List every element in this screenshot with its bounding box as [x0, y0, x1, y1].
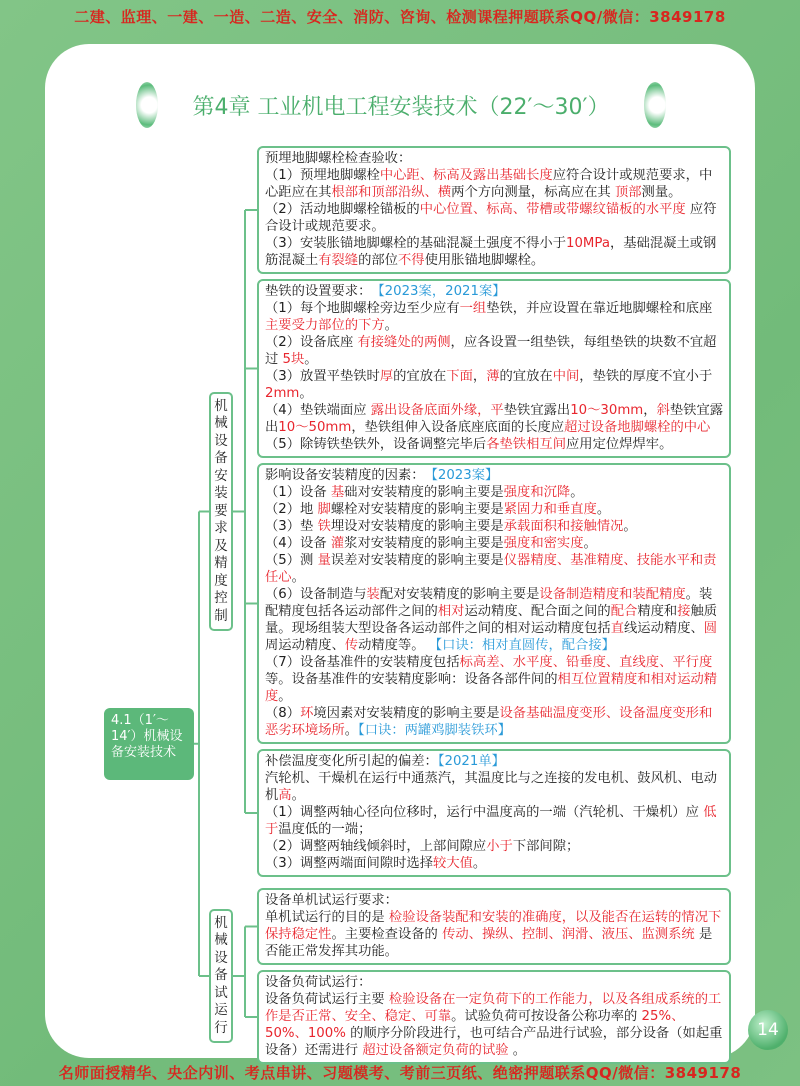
highlight-text: 接	[677, 604, 691, 619]
highlight-text: 有接缝处的两侧	[357, 335, 451, 350]
highlight-text: 传	[344, 638, 359, 653]
text: 触质量。现场组装大型设备各运动部件之间的相对运动精度包括	[265, 604, 718, 636]
text: 浆对安装精度的影响主要是	[344, 536, 504, 551]
text: 周运动精度、	[265, 638, 345, 653]
text: 。	[291, 570, 305, 585]
highlight-text: 相对	[437, 604, 465, 619]
highlight-text: 高	[278, 788, 292, 803]
text: 单机试运行的目的是	[265, 910, 389, 925]
text: 。主要检查设备的	[331, 927, 443, 942]
highlight-text: 强度和密实度	[503, 536, 584, 551]
highlight-text: 露出设备底面外缘，平	[370, 403, 504, 418]
text: 预埋地脚螺栓检查验收：	[265, 151, 412, 166]
highlight-text: 小于	[486, 839, 513, 854]
highlight-text: 配合	[610, 604, 638, 619]
chapter-title: 第4章 工业机电工程安装技术（22′～30′）	[192, 95, 610, 120]
paragraph	[265, 283, 724, 300]
paragraph	[265, 334, 724, 368]
highlight-text: 设备制造精度和装配精度	[539, 587, 686, 602]
paragraph	[265, 804, 724, 838]
text: 。	[291, 788, 305, 803]
highlight-text: 中间	[552, 369, 580, 384]
text: （2）活动地脚螺栓锚板的	[265, 202, 420, 217]
text: 两个方向测量，标高应在其	[451, 185, 615, 200]
branch-node-install-precision[interactable]: 机械设备安装要求及精度控制	[209, 392, 233, 632]
page-number: 14	[748, 1010, 788, 1050]
highlight-text: 基	[330, 485, 345, 500]
text: 线运动精度、	[624, 621, 704, 636]
exam-tag: 【口诀：两罐鸡脚装铁环】	[358, 723, 511, 738]
text: 境因素对安装精度的影响主要是	[313, 706, 500, 721]
paragraph	[265, 909, 724, 960]
text: 。	[344, 723, 359, 738]
text: ，	[472, 369, 487, 384]
text: 等。设备基准件的安装精度影响：设备各部件间的	[265, 672, 558, 687]
highlight-text: 低于	[265, 805, 717, 837]
text: 补偿温度变化所引起的偏差：	[265, 754, 438, 769]
highlight-text: 根部和顶部沿纵、横	[331, 185, 452, 200]
text: 设备单机试运行要求：	[265, 893, 398, 908]
highlight-text: 超过设备额定负荷的试验	[362, 1043, 509, 1058]
box-load-trial	[257, 970, 731, 1064]
paragraph	[265, 300, 724, 334]
highlight-text: 各垫铁相互间	[486, 437, 566, 452]
paragraph	[265, 235, 724, 269]
text: 设备负荷试运行主要	[265, 992, 389, 1007]
highlight-text: 下面	[446, 369, 473, 384]
text: 应符合设计或规范要求，中心距应在其	[265, 168, 713, 200]
highlight-text: 有裂缝	[318, 253, 359, 268]
text: 。	[278, 689, 292, 704]
highlight-text: 一组	[459, 301, 487, 316]
highlight-text: 铁	[317, 519, 331, 534]
text: （2）设备底座	[265, 335, 358, 350]
text: 的顺序分阶段进行，也可结合产品进行试验，部分设备（如起重设备）还需进行	[265, 1026, 723, 1058]
text: 。	[472, 856, 487, 871]
highlight-text: 10～50mm	[278, 420, 352, 435]
paragraph	[265, 467, 724, 484]
root-node[interactable]: 4.1（1′～14′）机械设备安装技术	[104, 708, 194, 780]
paragraph	[265, 705, 724, 739]
root-connector	[194, 512, 209, 977]
text: ，垫铁的厚度不宜小于	[579, 369, 713, 384]
text: （7）设备基准件的安装精度包括	[265, 655, 460, 670]
highlight-text: 10～30mm	[570, 403, 644, 418]
paragraph	[265, 436, 724, 453]
text: 。	[304, 352, 318, 367]
branch-node-trial-run[interactable]: 机械设备试运行	[209, 909, 233, 1044]
text: 下部间隙；	[512, 839, 580, 854]
paragraph	[265, 991, 724, 1059]
highlight-text: 主要受力部位的下方	[265, 318, 385, 333]
exam-tag: 【2021单】	[437, 754, 505, 769]
text: 的宜放在	[499, 369, 553, 384]
text: （1）调整两轴心径向位移时，运行中温度高的一端（汽轮机、干燥机）应	[265, 805, 704, 820]
text: （2）调整两轴线倾斜时，上部间隙应	[265, 839, 487, 854]
text: 。试验负荷可按设备公称功率的	[451, 1009, 642, 1024]
text: （1）设备	[265, 485, 331, 500]
branch2-connector	[233, 927, 257, 1018]
paragraph	[265, 855, 724, 872]
highlight-text: 斜	[656, 403, 670, 418]
highlight-text: 10MPa	[566, 236, 610, 251]
highlight-text: 中心距、标高及露出基础长度	[379, 168, 553, 183]
highlight-text: 圆	[703, 621, 718, 636]
highlight-text: 标高差、水平度、铅垂度、直线度、平行度	[459, 655, 713, 670]
paragraph	[265, 402, 724, 436]
highlight-text: 灌	[330, 536, 345, 551]
paragraph	[265, 518, 724, 535]
highlight-text: 相互位置精度和相对运动精度	[265, 672, 718, 704]
highlight-text: 仪器精度、基准精度、技能水平和责任心	[265, 553, 717, 585]
highlight-text: 薄	[486, 369, 500, 384]
text: 螺栓对安装精度的影响主要是	[330, 502, 504, 517]
text: 设备负荷试运行：	[265, 975, 372, 990]
highlight-text: 紧固力和垂直度	[503, 502, 597, 517]
highlight-text: 中心位置、标高、带槽或带螺纹锚板的水平度	[419, 202, 686, 217]
paragraph	[265, 368, 724, 402]
highlight-text: 传动、操纵、控制、润滑、液压、监测系统	[442, 927, 695, 942]
header-banner: 二建、监理、一建、一造、二造、安全、消防、咨询、检测课程押题联系QQ/微信：3849178	[74, 8, 726, 26]
paragraph	[265, 586, 724, 654]
text: （8）	[265, 706, 301, 721]
text: （2）地	[265, 502, 318, 517]
box-precision-factors	[257, 463, 731, 744]
text: 测量。	[641, 185, 682, 200]
text: 汽轮机、干燥机在运行中通蒸汽，其温度比与之连接的发电机、鼓风机、电动机	[265, 771, 718, 803]
box-temperature-compensation	[257, 749, 731, 877]
highlight-text: 脚	[317, 502, 331, 517]
paragraph	[265, 484, 724, 501]
highlight-text: 装	[366, 587, 380, 602]
text: 使用胀锚地脚螺栓。	[424, 253, 545, 268]
highlight-text: 强度和沉降	[503, 485, 571, 500]
text: 动精度等。	[358, 638, 429, 653]
highlight-text: 检验设备在一定负荷下的工作能力，以及各组成系统的工作是否正常、安全、稳定、可靠	[265, 992, 722, 1024]
text: 。	[583, 536, 597, 551]
exam-tag: 【口诀：相对直圆传，配合接】	[428, 638, 615, 653]
box-single-machine-trial	[257, 888, 731, 965]
text: 影响设备安装精度的因素：	[265, 468, 432, 483]
text: 运动精度、配合面之间的	[464, 604, 611, 619]
text: ，垫铁组伸入设备底座底面的长度应	[351, 420, 565, 435]
exam-tag: 【2023案，2021案】	[378, 284, 506, 299]
highlight-text: 2mm	[265, 386, 300, 401]
text: 应符合设计或规范要求。	[265, 202, 717, 234]
text: 应用定位焊焊牢。	[566, 437, 673, 452]
text: 配对安装精度的影响主要是	[379, 587, 540, 602]
highlight-text: 不得	[397, 253, 425, 268]
text: 。	[570, 485, 584, 500]
text: ，基础混凝土或钢筋混凝土	[265, 236, 717, 268]
text: 误差对安装精度的影响主要是	[330, 553, 504, 568]
highlight-text: 环	[300, 706, 314, 721]
text: （4）垫铁端面应	[265, 403, 371, 418]
text: （1）每个地脚螺栓旁边至少应有	[265, 301, 460, 316]
text: （1）预埋地脚螺栓	[265, 168, 380, 183]
text: 垫铁宜露出	[503, 403, 571, 418]
text: 垫铁的设置要求：	[265, 284, 379, 299]
text: ，应各设置一组垫铁，每组垫铁的块数不宜超过	[265, 335, 717, 367]
text: ，	[643, 403, 657, 418]
text: 。	[508, 1043, 527, 1058]
highlight-text: 检验设备装配和安装的准确度，以及能否在运转的情况下保持稳定性	[265, 910, 722, 942]
text: （3）安装胀锚地脚螺栓的基础混凝土强度不得小于	[265, 236, 566, 251]
text: 。	[623, 519, 637, 534]
text: 垫铁，并应设置在靠近地脚螺栓和底座	[486, 301, 713, 316]
text: 垫铁宜露出	[265, 403, 724, 435]
text: 埋设对安装精度的影响主要是	[330, 519, 504, 534]
exam-tag: 【2023案】	[431, 468, 499, 483]
highlight-text: 5块	[282, 352, 305, 367]
highlight-text: 厚	[379, 369, 394, 384]
paragraph	[265, 150, 724, 167]
paragraph	[265, 201, 724, 235]
highlight-text: 量	[317, 553, 331, 568]
paragraph	[265, 552, 724, 586]
text: 的部位	[358, 253, 398, 268]
mindmap-leaf-column	[257, 146, 731, 1064]
footer-banner: 名师面授精华、央企内训、考点串讲、习题模考、考前三页纸、绝密押题联系QQ/微信：3849178	[58, 1064, 742, 1082]
text: 温度低的一端；	[278, 822, 372, 837]
text: （3）放置平垫铁时	[265, 369, 380, 384]
paragraph	[265, 654, 724, 705]
text: （5）测	[265, 553, 318, 568]
box-shim-requirements	[257, 279, 731, 458]
text: 。	[299, 386, 313, 401]
box-anchor-bolt-inspection	[257, 146, 731, 274]
highlight-text: 承载面积和接触情况	[503, 519, 624, 534]
text: 精度和	[637, 604, 678, 619]
paragraph	[265, 753, 724, 770]
text: 础对安装精度的影响主要是	[344, 485, 504, 500]
text: （3）调整两端面间隙时选择	[265, 856, 434, 871]
text: （6）设备制造与	[265, 587, 367, 602]
text: （5）除铸铁垫铁外，设备调整完毕后	[265, 437, 487, 452]
highlight-text: 超过设备地脚螺栓的中心	[564, 420, 711, 435]
paragraph	[265, 770, 724, 804]
paragraph	[265, 501, 724, 518]
highlight-text: 顶部	[614, 185, 642, 200]
text: （3）垫	[265, 519, 318, 534]
text: 。	[384, 318, 398, 333]
highlight-text: 设备基础温度变形、设备温度变形和恶劣环境场所	[265, 706, 713, 738]
text: 是否能正常发挥其功能。	[265, 927, 713, 959]
text: 。装配精度包括各运动部件之间的	[265, 587, 713, 619]
text: 的宜放在	[393, 369, 447, 384]
paragraph	[265, 974, 724, 991]
highlight-text: 25%、50%、100%	[265, 1009, 685, 1041]
text: （4）设备	[265, 536, 331, 551]
paragraph	[265, 167, 724, 201]
branch1-connector	[233, 210, 257, 813]
text: 。	[596, 502, 611, 517]
paragraph	[265, 892, 724, 909]
paragraph	[265, 535, 724, 552]
highlight-text: 直	[610, 621, 625, 636]
paragraph	[265, 838, 724, 855]
highlight-text: 较大值	[433, 856, 473, 871]
